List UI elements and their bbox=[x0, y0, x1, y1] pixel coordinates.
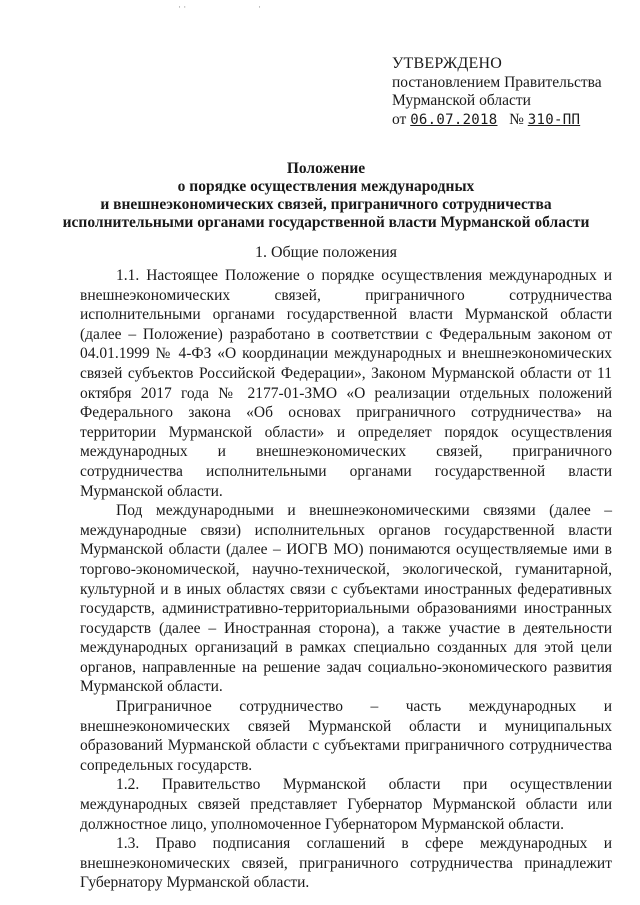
scan-mark: · bbox=[258, 2, 261, 12]
title-line-2: о порядке осуществления международных bbox=[177, 178, 475, 195]
document-title bbox=[40, 160, 612, 232]
date-prefix: от bbox=[392, 110, 407, 128]
paragraph: Под международными и внешнеэкономическими связями (далее – международные связи) исполнительных органов государственной власти Мурманской области (далее – ИОГВ МО) понимаются осуществляемые ими в торгово-экономической, научно-технической, экологической, гуманитарной, культурной и в иных областях связи с субъектами иностранных федеративных государств, административно-территориальными образованиями иностранных государств (далее – Иностранная сторона), а также участие в деятельности международных организаций в рамках специально созданных для этой цели органов, направленные на решение задач социально-экономического развития Мурманской области. bbox=[80, 502, 612, 696]
scan-mark: · · bbox=[178, 2, 187, 12]
approval-number: 310-ПП bbox=[527, 111, 581, 128]
approval-heading: УТВЕРЖДЕНО bbox=[392, 55, 503, 72]
approval-date: 06.07.2018 bbox=[410, 111, 498, 128]
title-line-1: Положение bbox=[286, 160, 366, 177]
approval-line-2: Мурманской области bbox=[392, 92, 531, 109]
title-line-3: и внешнеэкономических связей, приграничного сотрудничества bbox=[100, 196, 552, 213]
paragraph: 1.2. Правительство Мурманской области при осуществлении международных связей представляет Губернатор Мурманской области или должностное лицо, уполномоченное Губернатором Мурманской области. bbox=[80, 776, 612, 833]
section-heading: 1. Общие положения bbox=[254, 244, 398, 261]
approval-line-1: постановлением Правительства bbox=[392, 73, 602, 91]
paragraph: Приграничное сотрудничество – часть международных и внешнеэкономических связей Мурманской области и муниципальных образований Мурманской области с субъектами приграничного сотрудничества сопредельных государств. bbox=[80, 698, 612, 774]
title-line-4: исполнительными органами государственной власти Мурманской области bbox=[62, 214, 590, 231]
approval-date-line bbox=[392, 111, 632, 130]
paragraph: 1.1. Настоящее Положение о порядке осуществления международных и внешнеэкономических связей, приграничного сотрудничества исполнительными органами государственной власти Мурманской области (далее – Положение) разработано в соответствии с Федеральным законом от 04.01.1999 № 4-ФЗ «О координации международных и внешнеэкономических связей субъектов Российской Федерации», Законом Мурманской области от 11 октября 2017 года № 2177-01-ЗМО «О реализации отдельных положений Федерального закона «Об основах приграничного сотрудничества» на территории Мурманской области» и определяет порядок осуществления международных и внешнеэкономических связей, приграничного сотрудничества исполнительными органами государственной власти Мурманской области. bbox=[80, 267, 612, 500]
paragraph: 1.3. Право подписания соглашений в сфере международных и внешнеэкономических связей, приграничного сотрудничества принадлежит Губернатору Мурманской области. bbox=[80, 835, 612, 892]
number-prefix: № bbox=[509, 110, 524, 128]
document-body bbox=[80, 266, 612, 893]
approval-stamp bbox=[392, 55, 632, 129]
